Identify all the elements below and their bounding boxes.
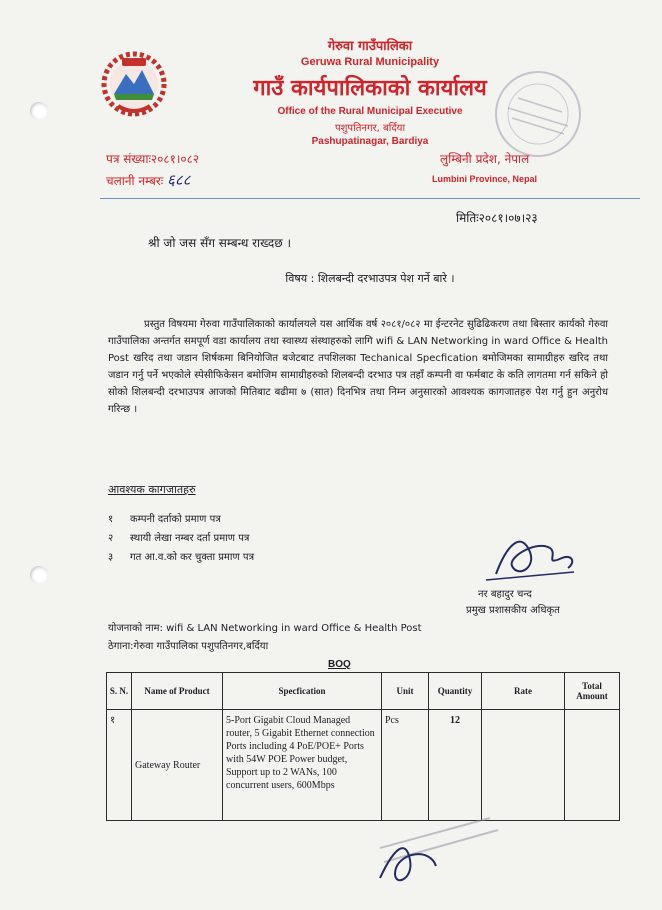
col-unit: Unit [382, 673, 429, 710]
municipality-name-en: Geruwa Rural Municipality [300, 56, 440, 68]
list-item: २ स्थायी लेखा नम्बर दर्ता प्रमाण पत्र [108, 533, 250, 544]
col-rate: Rate [482, 673, 565, 710]
office-stamp-icon [488, 64, 588, 164]
col-spec: Specfication [223, 673, 382, 710]
punch-hole [30, 566, 48, 584]
cell-unit: Pcs [382, 710, 429, 821]
address-en: Pashupatinagar, Bardiya [311, 136, 429, 147]
header-divider [100, 198, 640, 199]
col-total: Total Amount [565, 673, 620, 710]
punch-hole [30, 102, 48, 120]
letter-number: पत्र संख्याः२०८१।०८२ [106, 152, 200, 166]
municipality-name-np: गेरुवा गाउँपालिका [327, 39, 413, 54]
address-np: पशुपतिनगर, बर्दिया [334, 123, 406, 134]
cell-rate [482, 710, 565, 821]
col-quantity: Quantity [429, 673, 482, 710]
documents-list [108, 510, 254, 567]
project-name: योजनाको नाम: wifi & LAN Networking in ward Office & Health Post [108, 623, 422, 634]
approval-stamp-icon [360, 808, 510, 898]
province-np: लुम्बिनी प्रदेश, नेपाल [440, 152, 530, 166]
table-header-row [107, 673, 620, 710]
subject-line: विषय : शिलबन्दी दरभाउपत्र पेश गर्ने बारे । [285, 272, 455, 285]
col-product: Name of Product [132, 673, 223, 710]
signature-icon [478, 522, 588, 588]
list-item: ३ गत आ.व.को कर चुक्ता प्रमाण पत्र [108, 552, 255, 563]
cell-spec: 5-Port Gigabit Cloud Managed router, 5 Gigabit Ethernet connection Ports including 4 PoE/POE+ Ports with 54W POE Power budget, Support up to 2 WANs, 100 concurrent users, 600Mbps [223, 710, 382, 821]
cell-quantity: 12 [429, 710, 482, 821]
office-name-en: Office of the Rural Municipal Executive [277, 106, 463, 117]
signatory-name: नर बहादुर चन्द [478, 589, 532, 600]
salutation: श्री जो जस सँग सम्बन्ध राख्दछ । [148, 236, 292, 250]
nepal-emblem-icon [96, 44, 172, 120]
province-en: Lumbini Province, Nepal [432, 174, 538, 184]
cell-product: Gateway Router [132, 710, 223, 821]
letter-date: मितिः२०८१।०७।२३ [456, 211, 538, 225]
letter-body: प्रस्तुत विषयमा गेरुवा गाउँपालिकाको कार्यालयले यस आर्थिक वर्ष २०८१/०८२ मा ईन्टरनेट सुढिढिकरण तथा बिस्तार कार्यको गेरुवा गाउँपालिका अन्तर्गत समपूर्ण वडा कार्यालय तथा स्वास्थ्य संस्थाहरुको लागि wifi & LAN Networking in ward Office & Health Post खरिद तथा जडान शिर्षकमा बिनियोजित बजेटबाट तपशिलका Techanical Specfication बमोजिमका सामाग्रीहरु खरिद तथा जडान गर्नु पर्ने भएकोले स्पेसीफिकेसन बमोजिम सामाग्रीहरुको शिलबन्दी दरभाउ पत्र तहाँ कम्पनी वा फर्मबाट के कति लागतमा गर्न सकिने हो सोको शिलबन्दी दरभाउपत्र आजको मितिबाट बढीमा ७ (सात) दिनभित्र तथा निम्न अनुसारको आवश्यक कागजातहरु पेश गर्नु हुन अनुरोध गरिन्छ । [108, 319, 608, 415]
project-location: ठेगाना:गेरुवा गाउँपालिका पशुपतिनगर,बर्दिया [108, 641, 269, 652]
cell-total [565, 710, 620, 821]
cell-sn: १ [107, 710, 132, 821]
documents-heading: आवश्यक कागजातहरु [108, 483, 196, 496]
col-sn: S. N. [107, 673, 132, 710]
table-row [107, 710, 620, 821]
boq-title: BOQ [328, 659, 351, 670]
list-item: १ कम्पनी दर्ताको प्रमाण पत्र [108, 514, 221, 525]
dispatch-number: चलानी नम्बरः ६८८ [106, 171, 191, 189]
office-name-np: गाउँ कार्यपालिकाको कार्यालय [253, 76, 487, 101]
boq-table [106, 672, 620, 821]
signatory-title: प्रमुख प्रशासकीय अधिकृत [466, 605, 560, 616]
